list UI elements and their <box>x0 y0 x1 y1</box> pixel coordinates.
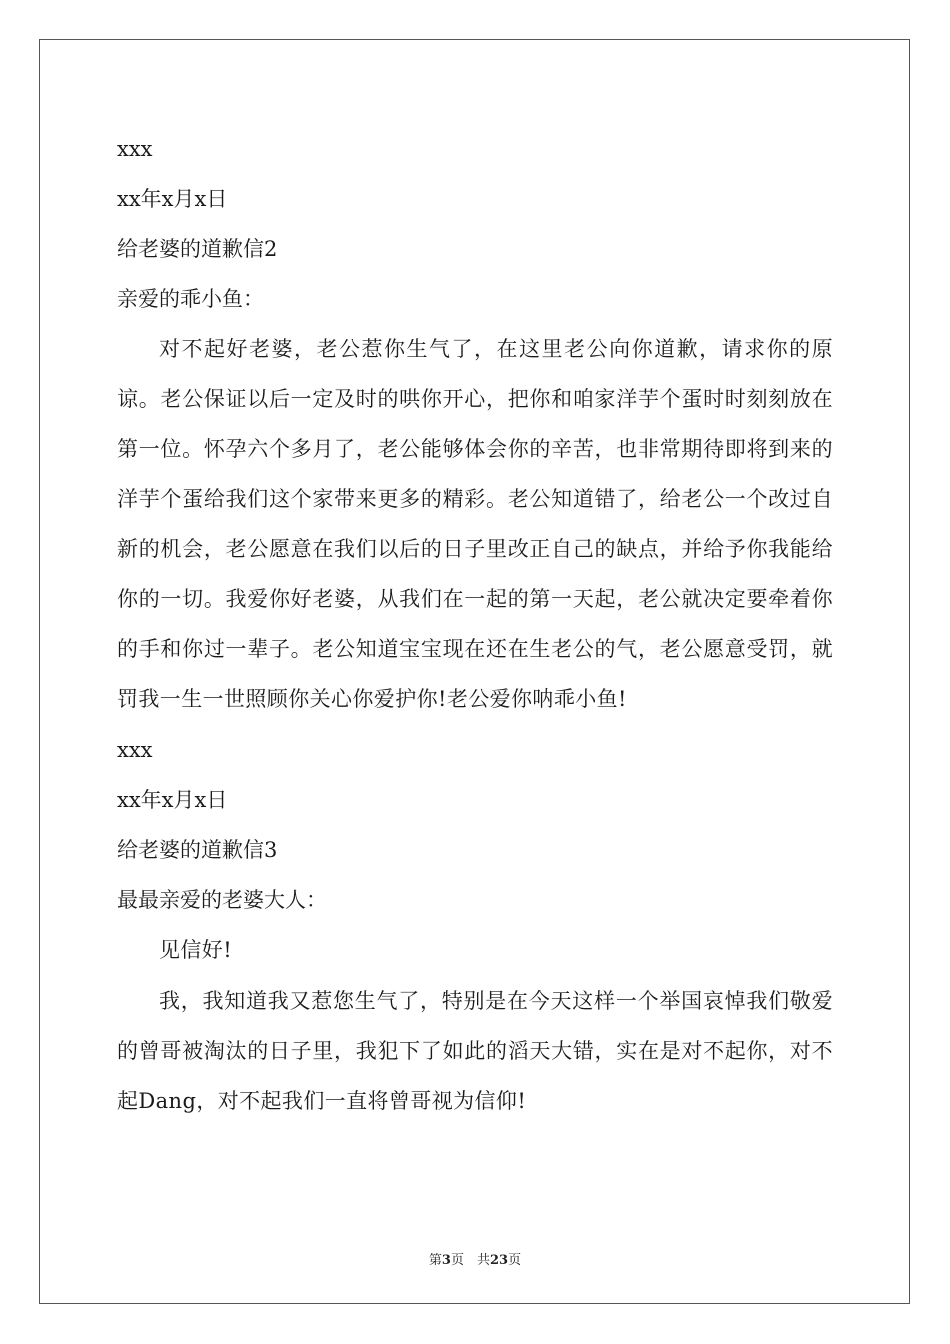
footer-prefix: 第 <box>428 1253 442 1268</box>
signature: xxx <box>117 137 153 161</box>
current-page-number: 3 <box>441 1253 451 1268</box>
footer-middle: 页 共 <box>450 1253 490 1268</box>
letter-title: 给老婆的道歉信3 <box>117 838 278 862</box>
body-paragraph: 我，我知道我又惹您生气了，特别是在今天这样一个举国哀悼我们敬爱的曾哥被淘汰的日子里，我犯下了如此的滔天大错，实在是对不起你，对不起Dang，对不起我们一直将曾哥视为信仰! <box>117 989 833 1113</box>
body-paragraph: 对不起好老婆，老公惹你生气了，在这里老公向你道歉，请求你的原谅。老公保证以后一定及时的哄你开心，把你和咱家洋芋个蛋时时刻刻放在第一位。怀孕六个多月了，老公能够体会你的辛苦，也非常期待即将到来的洋芋个蛋给我们这个家带来更多的精彩。老公知道错了，给老公一个改过自新的机会，老公愿意在我们以后的日子里改正自己的缺点，并给予你我能给你的一切。我爱你好老婆，从我们在一起的第一天起，老公就决定要牵着你的手和你过一辈子。老公知道宝宝现在还在生老公的气，老公愿意受罚，就罚我一生一世照顾你关心你爱护你!老公爱你呐乖小鱼! <box>117 337 833 711</box>
salutation: 亲爱的乖小鱼： <box>117 287 264 311</box>
signature: xxx <box>117 738 153 762</box>
salutation: 最最亲爱的老婆大人： <box>117 888 327 912</box>
date-line: xx年x月x日 <box>117 187 228 211</box>
document-body <box>117 133 833 1136</box>
greeting-paragraph: 见信好! <box>159 938 233 962</box>
footer-suffix: 页 <box>508 1253 522 1268</box>
total-pages-number: 23 <box>489 1253 509 1268</box>
date-line: xx年x月x日 <box>117 788 228 812</box>
page-footer <box>0 1249 950 1268</box>
letter-title: 给老婆的道歉信2 <box>117 237 278 261</box>
